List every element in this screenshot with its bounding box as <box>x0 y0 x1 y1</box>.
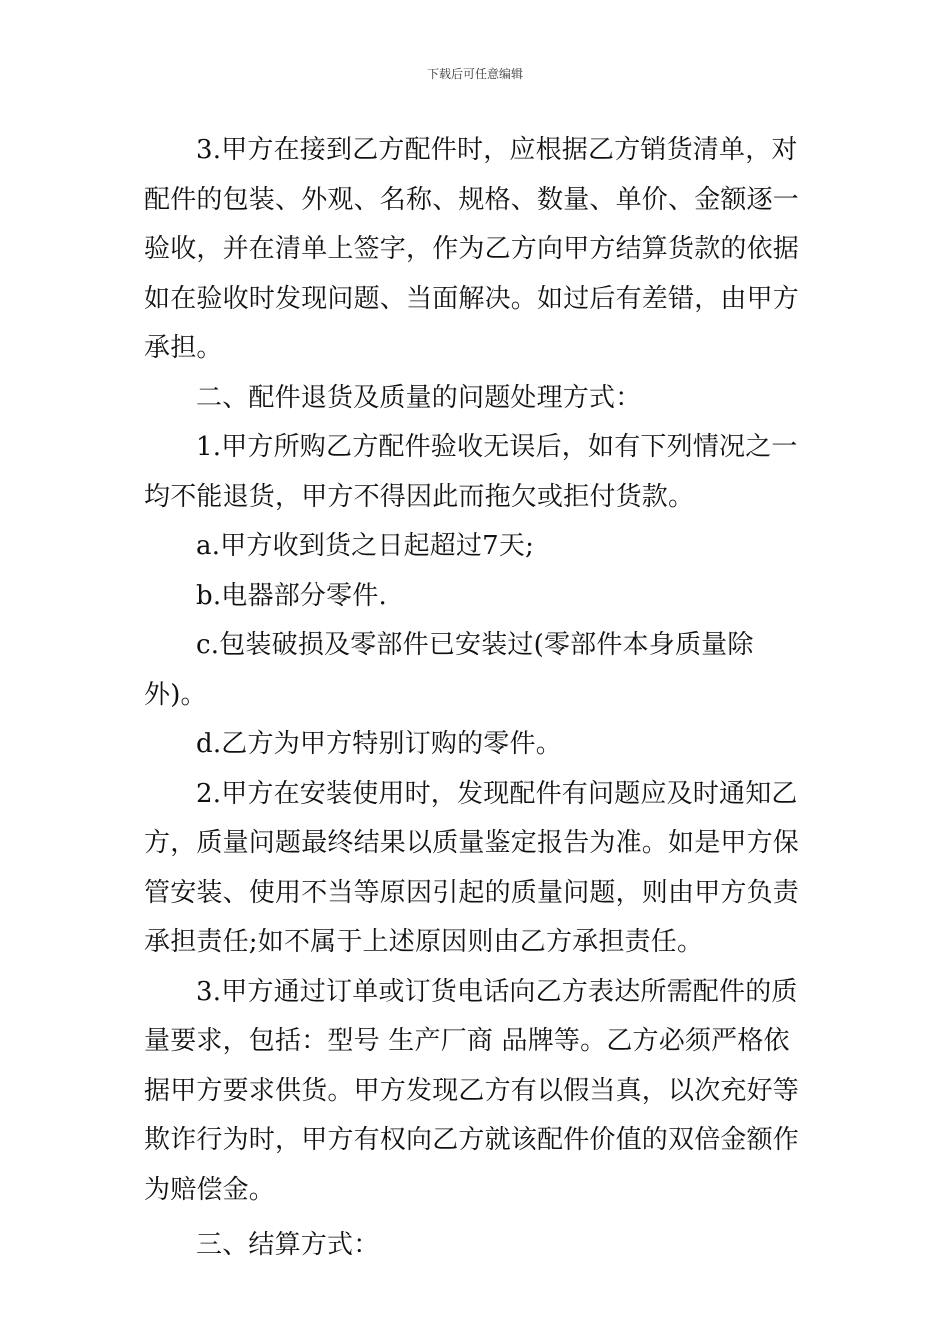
paragraph-quality-requirements: 3.甲方通过订单或订货电话向乙方表达所需配件的质量要求，包括：型号 生产厂商 品牌等。乙方必须严格依据甲方要求供货。甲方发现乙方有以假当真，以次充好等欺诈行为时，甲方有权向乙方就该配件价值的双倍金额作为赔偿金。 <box>144 976 800 1205</box>
paragraph-installation-issues: 2.甲方在安装使用时，发现配件有问题应及时通知乙方，质量问题最终结果以质量鉴定报告为准。如是甲方保管安装、使用不当等原因引起的质量问题，则由甲方负责承担责任;如不属于上述原因则由乙方承担责任。 <box>144 778 800 957</box>
paragraph-no-return-conditions: 1.甲方所购乙方配件验收无误后，如有下列情况之一均不能退货，甲方不得因此而拖欠或拒付货款。 <box>144 432 798 512</box>
section-heading-returns-quality: 二、配件退货及质量的问题处理方式： <box>196 382 642 413</box>
section-heading-settlement: 三、结算方式： <box>196 1230 380 1260</box>
paragraph-acceptance-clause: 3.甲方在接到乙方配件时，应根据乙方销货清单，对配件的包装、外观、名称、规格、数量、单价、金额逐一验收，并在清单上签字，作为乙方向甲方结算货款的依据如在验收时发现问题、当面解决。如过后有差错，由甲方承担。 <box>144 135 800 363</box>
list-item-d: d.乙方为甲方特别订购的零件。 <box>196 729 562 759</box>
page-header-note: 下载后可任意编辑 <box>426 67 523 81</box>
document-body <box>144 126 808 1271</box>
list-item-c: c.包装破损及零部件已安装过(零部件本身质量除外)。 <box>144 630 754 710</box>
list-item-b: b.电器部分零件. <box>196 580 387 611</box>
list-item-a: a.甲方收到货之日起超过7天; <box>196 531 535 561</box>
